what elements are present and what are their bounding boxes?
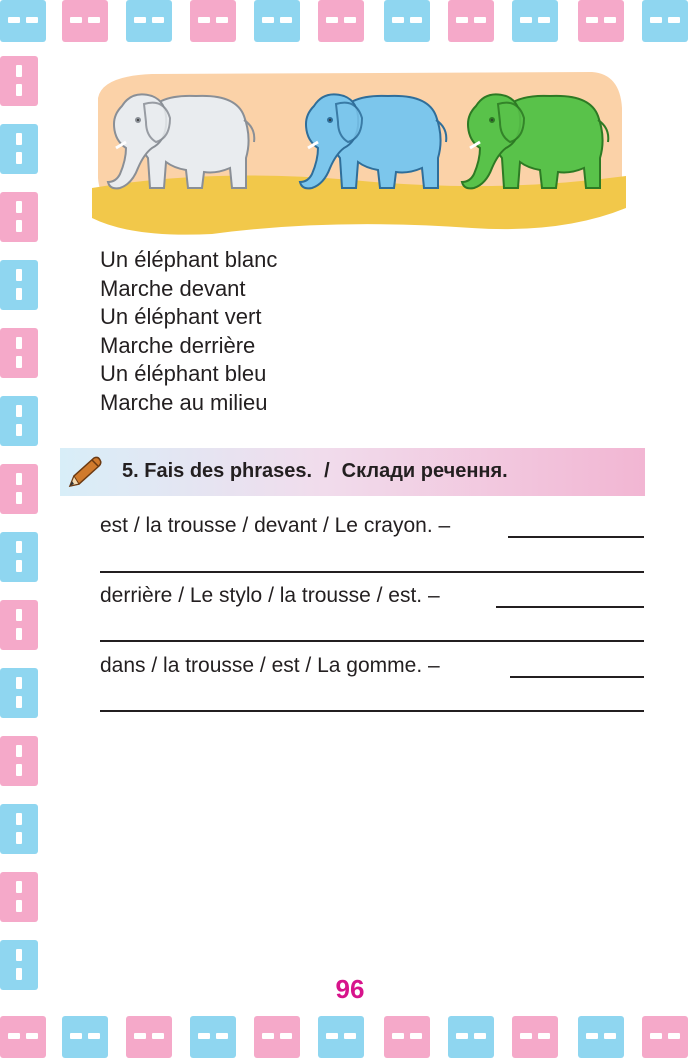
answer-blank[interactable] bbox=[510, 676, 644, 678]
exercise-item bbox=[100, 584, 644, 612]
decorative-border-top bbox=[0, 0, 700, 42]
answer-line[interactable] bbox=[100, 640, 644, 642]
poem bbox=[100, 246, 500, 417]
answer-line[interactable] bbox=[100, 571, 644, 573]
exercise-item-text: dans / la trousse / est / La gomme. – bbox=[100, 654, 440, 677]
three-elephants-illustration bbox=[92, 68, 626, 236]
title-separator: / bbox=[324, 460, 330, 482]
poem-line: Marche devant bbox=[100, 275, 246, 301]
poem-line: Marche derrière bbox=[100, 332, 256, 358]
poem-line: Un éléphant bleu bbox=[100, 361, 267, 386]
poem-line: Un éléphant vert bbox=[100, 304, 262, 329]
poem-line: Marche au milieu bbox=[100, 389, 268, 415]
exercise-title-uk: Склади речення. bbox=[341, 460, 508, 482]
decorative-border-bottom bbox=[0, 1016, 700, 1058]
page-number: 96 bbox=[335, 974, 365, 1004]
pen-icon bbox=[64, 454, 104, 490]
answer-blank[interactable] bbox=[496, 606, 644, 608]
exercise-header bbox=[60, 448, 645, 496]
exercise-item-text: est / la trousse / devant / Le crayon. – bbox=[100, 514, 451, 537]
exercise-title bbox=[122, 460, 508, 483]
poem-line: Un éléphant blanc bbox=[100, 247, 278, 272]
exercise-item bbox=[100, 514, 644, 542]
answer-line[interactable] bbox=[100, 710, 644, 712]
exercise-title-fr: 5. Fais des phrases. bbox=[122, 460, 313, 482]
decorative-border-left bbox=[0, 42, 40, 1016]
exercise-item bbox=[100, 654, 644, 682]
answer-blank[interactable] bbox=[508, 536, 644, 538]
exercise-item-text: derrière / Le stylo / la trousse / est. – bbox=[100, 584, 440, 607]
